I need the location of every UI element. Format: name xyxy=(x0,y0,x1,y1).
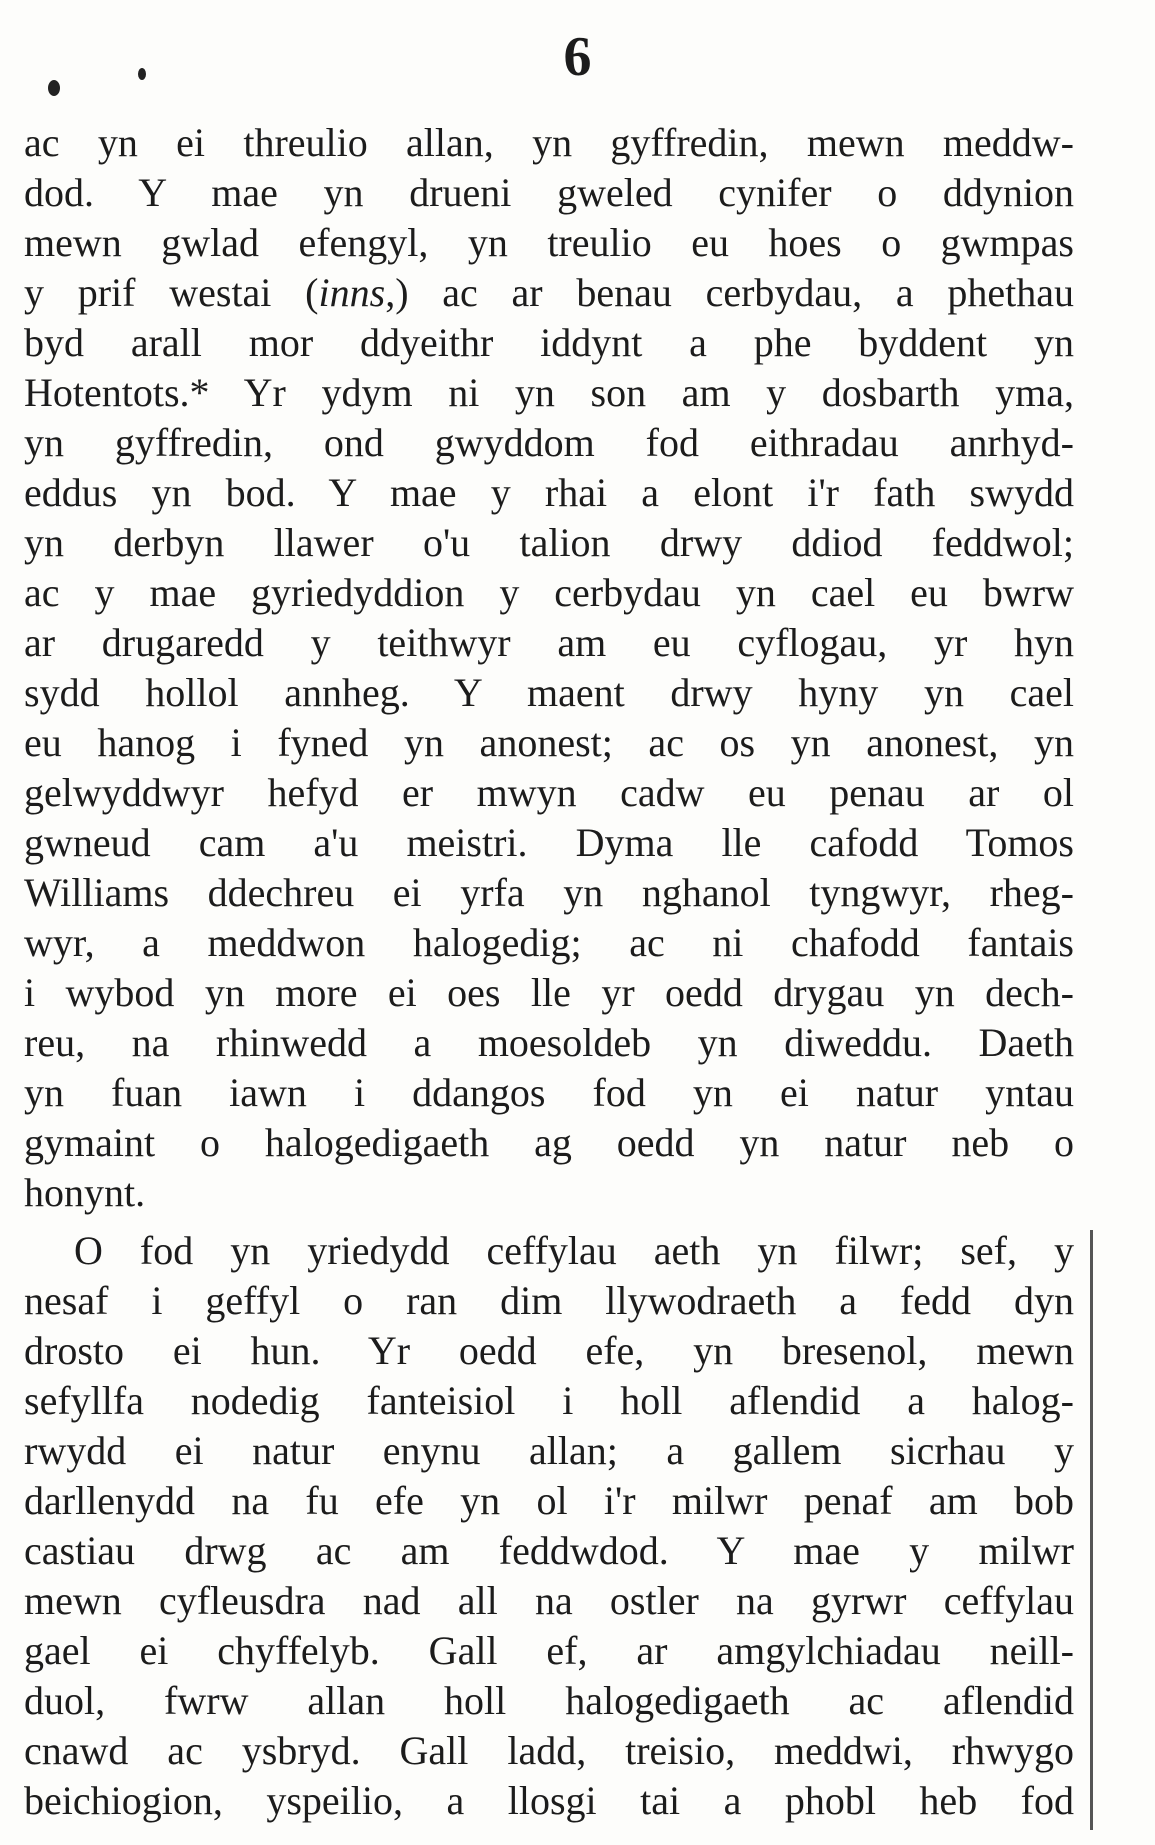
text-line: byd arall mor ddyeithr iddynt a phe byddent yn xyxy=(24,320,1074,365)
text-line: eddus yn bod. Y mae y rhai a elont i'r fath swydd xyxy=(24,470,1074,515)
text-line: gelwyddwyr hefyd er mwyn cadw eu penau ar ol xyxy=(24,770,1074,815)
paragraph-gap xyxy=(24,1218,1074,1226)
text-line: gael ei chyffelyb. Gall ef, ar amgylchiadau neill- xyxy=(24,1628,1074,1673)
text-line: eu hanog i fyned yn anonest; ac os yn anonest, yn xyxy=(24,720,1074,765)
text-line: mewn cyfleusdra nad all na ostler na gyrwr ceffylau xyxy=(24,1578,1074,1623)
text-line: sydd hollol annheg. Y maent drwy hyny yn cael xyxy=(24,670,1074,715)
text-line: darllenydd na fu efe yn ol i'r milwr penaf am bob xyxy=(24,1478,1074,1523)
text-line: rwydd ei natur enynu allan; a gallem sicrhau y xyxy=(24,1428,1074,1473)
text-line: dod. Y mae yn drueni gweled cynifer o ddynion xyxy=(24,170,1074,215)
text-line: gwneud cam a'u meistri. Dyma lle cafodd Tomos xyxy=(24,820,1074,865)
text-line: cnawd ac ysbryd. Gall ladd, treisio, meddwi, rhwygo xyxy=(24,1728,1074,1773)
page-edge-rule xyxy=(1090,1230,1093,1830)
text-line: mewn gwlad efengyl, yn treulio eu hoes o gwmpas xyxy=(24,220,1074,265)
text-line: honynt. xyxy=(24,1170,146,1215)
text-line: Williams ddechreu ei yrfa yn nghanol tyngwyr, rheg- xyxy=(24,870,1074,915)
text-line: reu, na rhinwedd a moesoldeb yn diweddu. Daeth xyxy=(24,1020,1074,1065)
text-line: duol, fwrw allan holl halogedigaeth ac aflendid xyxy=(24,1678,1074,1723)
text-line: beichiogion, yspeilio, a llosgi tai a phobl heb fod xyxy=(24,1778,1074,1823)
text-line: wyr, a meddwon halogedig; ac ni chafodd fantais xyxy=(24,920,1074,965)
text-line: yn gyffredin, ond gwyddom fod eithradau anrhyd- xyxy=(24,420,1074,465)
text-line: drosto ei hun. Yr oedd efe, yn bresenol, mewn xyxy=(24,1328,1074,1373)
text-line: ac y mae gyriedyddion y cerbydau yn cael eu bwrw xyxy=(24,570,1074,615)
text-line: ar drugaredd y teithwyr am eu cyflogau, yr hyn xyxy=(24,620,1074,665)
page-number: 6 xyxy=(563,26,592,88)
text-line: Hotentots.* Yr ydym ni yn son am y dosbarth yma, xyxy=(24,370,1074,415)
text-line: castiau drwg ac am feddwdod. Y mae y milwr xyxy=(24,1528,1074,1573)
text-line: gymaint o halogedigaeth ag oedd yn natur neb o xyxy=(24,1120,1074,1165)
paragraph-2 xyxy=(24,1226,1074,1826)
body-text xyxy=(24,118,1074,1826)
text-line: i wybod yn more ei oes lle yr oedd drygau yn dech- xyxy=(24,970,1074,1015)
text-line: sefyllfa nodedig fanteisiol i holl aflendid a halog- xyxy=(24,1378,1074,1423)
text-line: ac yn ei threulio allan, yn gyffredin, mewn meddw- xyxy=(24,120,1074,165)
text-line: nesaf i geffyl o ran dim llywodraeth a fedd dyn xyxy=(24,1278,1074,1323)
text-line: O fod yn yriedydd ceffylau aeth yn filwr; sef, y xyxy=(74,1228,1074,1273)
paragraph-1 xyxy=(24,118,1074,1218)
text-line: yn fuan iawn i ddangos fod yn ei natur yntau xyxy=(24,1070,1074,1115)
text-line: y prif westai (inns,) ac ar benau cerbydau, a phethau xyxy=(24,270,1075,315)
text-line: yn derbyn llawer o'u talion drwy ddiod feddwol; xyxy=(24,520,1074,565)
